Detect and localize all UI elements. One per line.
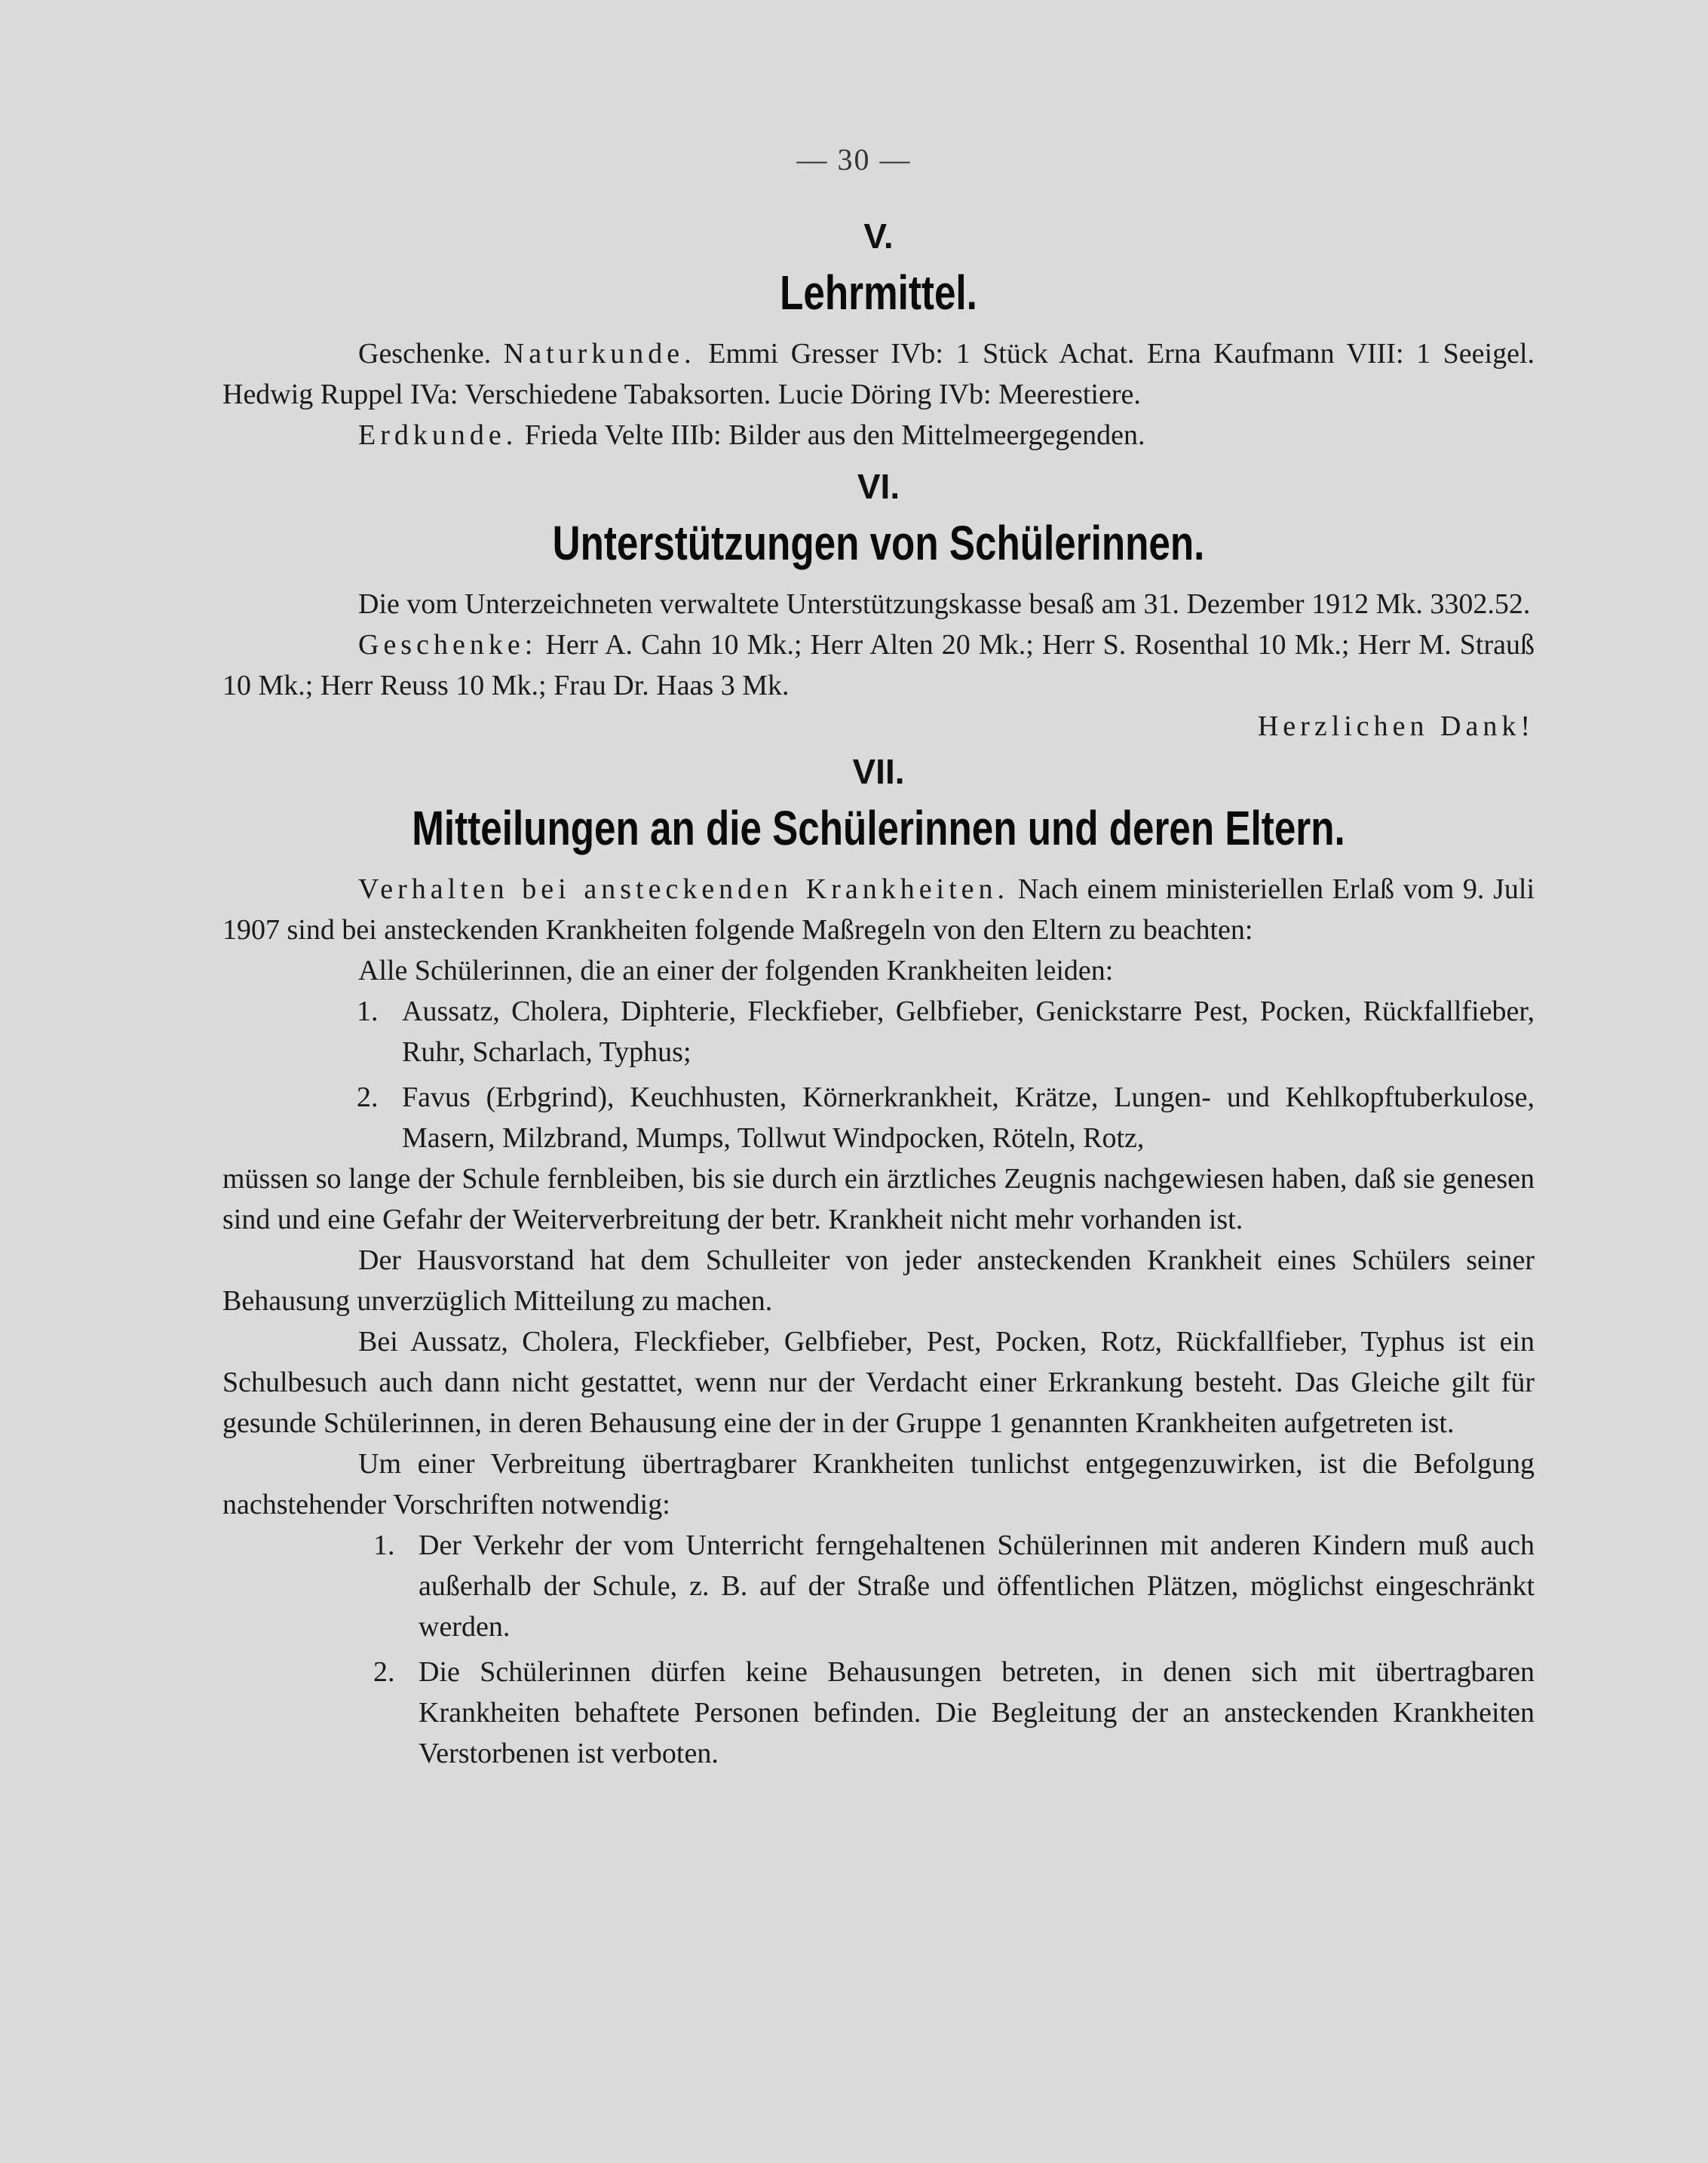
list-item-number: 2. [357,1082,379,1113]
list-item-text: Aussatz, Cholera, Diphterie, Fleckfieber, Gelbfieber, Genickstarre Pest, Pocken, Rückfallfieber, Ruhr, Scharlach, Typhus; [402,996,1535,1068]
section-7-paragraph-1 [222,869,1535,950]
section-6-title: Unterstützungen von Schülerinnen. [552,516,1205,570]
section-5-paragraph-2 [222,415,1535,456]
list-item-text: Der Verkehr der vom Unterricht ferngehaltenen Schülerinnen mit anderen Kindern muß auch außerhalb der Schule, z. B. auf der Straße und öffentlichen Plätzen, möglichst eingeschränkt werden. [419,1529,1535,1643]
naturkunde-text: Emmi Gresser IVb: 1 Stück Achat. Erna Kaufmann VIII: 1 Seeigel. Hedwig Ruppel IVa: Verschiedene Tabaksorten. Lucie Döring IVb: Meerestiere. [222,338,1535,410]
section-7-paragraph-5: Bei Aussatz, Cholera, Fleckfieber, Gelbfieber, Pest, Pocken, Rotz, Rückfallfieber, Typhus ist ein Schulbesuch auch dann nicht gestattet, wenn nur der Verdacht einer Erkrankung besteht. Das Gleiche gilt für gesunde Schülerinnen, in deren Behausung eine der in der Gruppe 1 genannten Krankheiten aufgetreten ist. [222,1326,1535,1439]
category-naturkunde: Naturkunde. [503,338,696,370]
section-6-number: VI. [857,467,900,506]
section-7-number: VII. [852,752,905,791]
page-content [222,211,1535,1774]
list-item [357,1077,1535,1158]
gifts-label: Geschenke. [358,338,492,370]
thanks-line: Herzlichen Dank! [1257,710,1535,742]
category-geschenke: Geschenke: [358,629,538,661]
rules-list [373,1525,1535,1774]
disease-group-list [357,991,1535,1158]
list-item-number: 2. [373,1656,395,1688]
section-7-paragraph-3: müssen so lange der Schule fernbleiben, bis sie durch ein ärztliches Zeugnis nachgewiesen haben, daß sie genesen sind und eine Gefahr der Weiterverbreitung der betr. Krankheit nicht mehr vorhanden ist. [222,1163,1535,1235]
section-7-paragraph-6: Um einer Verbreitung übertragbarer Krankheiten tunlichst entgegenzuwirken, ist die Befolgung nachstehender Vorschriften notwendig: [222,1448,1535,1520]
list-item-number: 1. [373,1529,395,1561]
section-7-paragraph-4: Der Hausvorstand hat dem Schulleiter von jeder ansteckenden Krankheit eines Schülers seiner Behausung unverzüglich Mitteilung zu machen. [222,1244,1535,1317]
list-item-text: Favus (Erbgrind), Keuchhusten, Körnerkrankheit, Krätze, Lungen- und Kehlkopftuberkulose, Masern, Milzbrand, Mumps, Tollwut Windpocken, Röteln, Rotz, [402,1082,1535,1154]
decree-text: Nach einem ministeriellen Erlaß vom 9. Juli 1907 sind bei ansteckenden Krankheiten folgende Maßregeln von den Eltern zu beachten: [222,873,1535,946]
category-erdkunde: Erdkunde. [358,419,518,451]
section-5 [222,211,1535,456]
list-item-text: Die Schülerinnen dürfen keine Behausungen betreten, in denen sich mit übertragbaren Krankheiten behaftete Personen befinden. Die Begleitung der an ansteckenden Krankheiten Verstorbenen ist verboten. [419,1656,1535,1769]
section-6-paragraph-2 [222,624,1535,706]
list-item-number: 1. [357,996,379,1027]
section-7-title: Mitteilungen an die Schülerinnen und deren Eltern. [412,801,1345,855]
section-7 [222,747,1535,1774]
donations-text: Herr A. Cahn 10 Mk.; Herr Alten 20 Mk.; Herr S. Rosenthal 10 Mk.; Herr M. Strauß 10 Mk.; Herr Reuss 10 Mk.; Frau Dr. Haas 3 Mk. [222,629,1535,701]
list-item [373,1525,1535,1647]
erdkunde-text: Frieda Velte IIIb: Bilder aus den Mittelmeergegenden. [524,419,1145,451]
section-6-paragraph-1: Die vom Unterzeichneten verwaltete Unterstützungskasse besaß am 31. Dezember 1912 Mk. 3302.52. [358,588,1531,620]
list-item [373,1652,1535,1774]
section-7-paragraph-2: Alle Schülerinnen, die an einer der folgenden Krankheiten leiden: [358,955,1114,986]
section-5-paragraph-1 [222,333,1535,415]
section-6 [222,462,1535,747]
list-item [357,991,1535,1072]
page-number: — 30 — [796,143,912,176]
section-5-number: V. [863,216,894,256]
section-5-title: Lehrmittel. [780,265,977,320]
subheading-infectious-diseases: Verhalten bei ansteckenden Krankheiten. [358,873,1010,905]
